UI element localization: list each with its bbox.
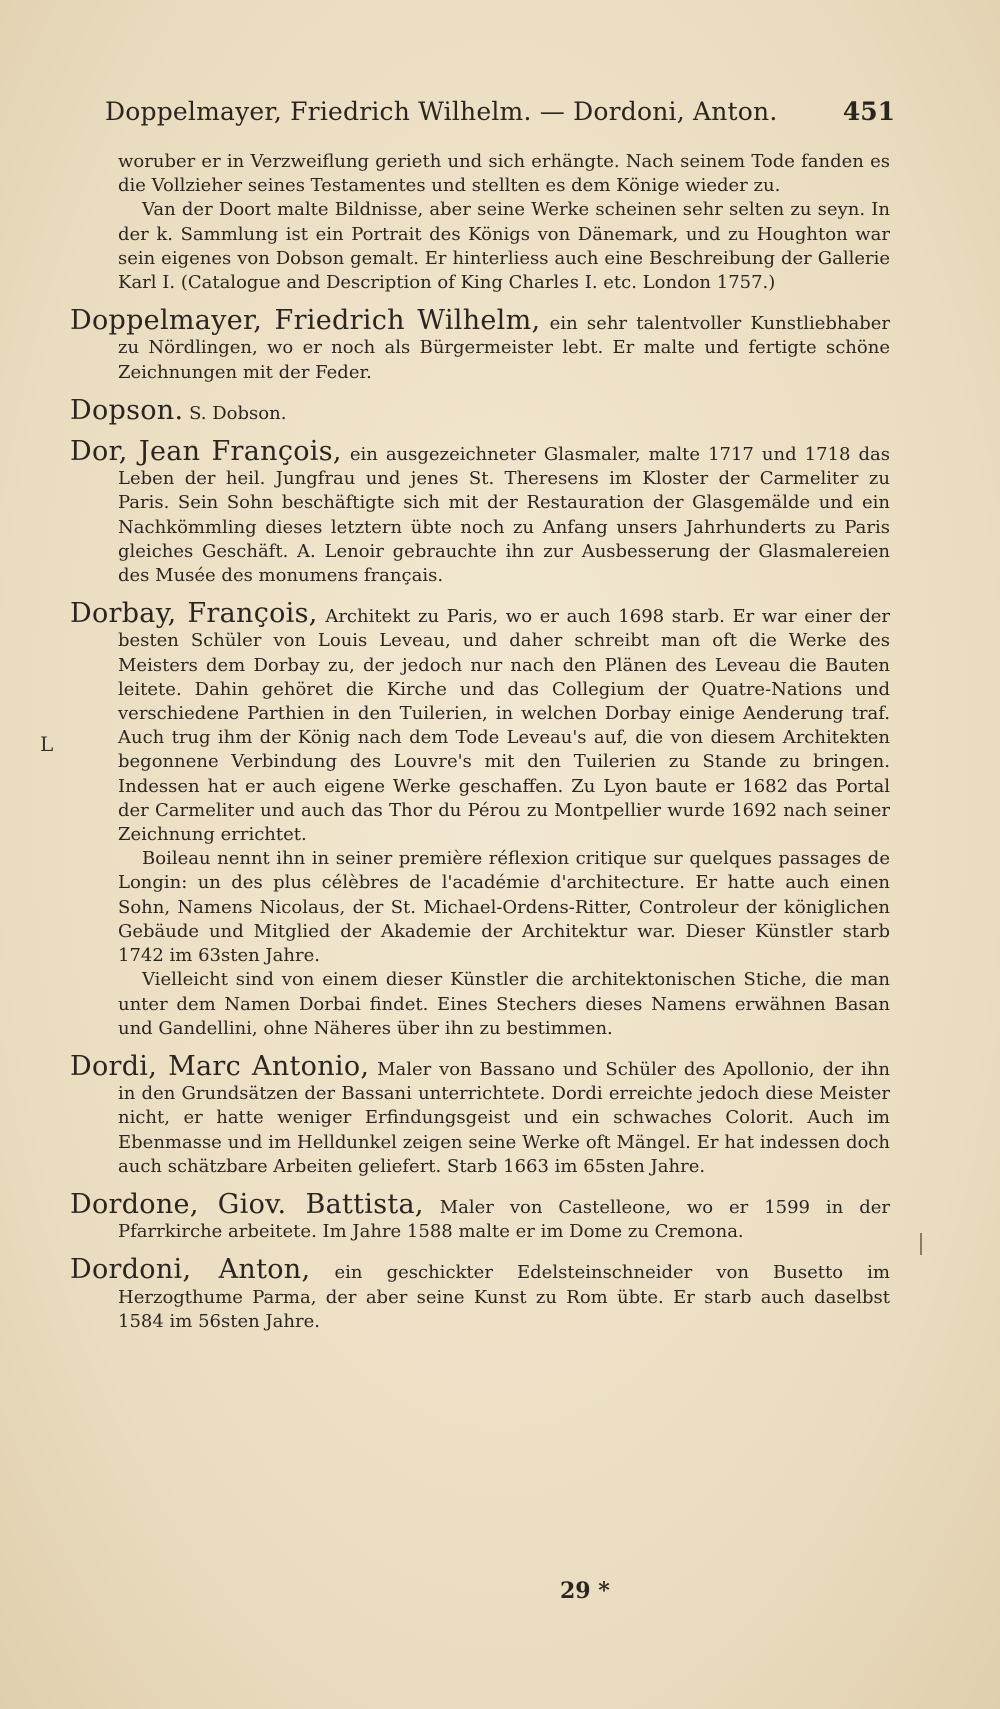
margin-mark: L — [40, 732, 54, 756]
entry-dopson — [70, 394, 890, 426]
entry-name: Dorbay, François, — [70, 598, 318, 630]
entry-dor — [70, 436, 890, 588]
entry-dordi — [70, 1050, 890, 1179]
entry-name: Dordoni, Anton, — [70, 1254, 311, 1286]
entry-name: Dordi, Marc Antonio, — [70, 1050, 370, 1082]
page-body — [70, 150, 890, 1334]
entry-text: ein ausgezeichneter Glasmaler, malte 1717 und 1718 das Leben der heil. Jungfrau und jenes St. Theresens im Kloster der Carmeliter zu Paris. Sein Sohn beschäftigte sich mit der Restauration der Glasgemälde und ein Nachkömmling dieses letztern übte noch zu Anfang unsers Jahrhunderts zu Paris gleiches Geschäft. A. Lenoir gebrauchte ihn zur Ausbesserung der Glasmalereien des Musée des monumens français. — [118, 444, 890, 587]
entry-dorbay-paragraph-2: Boileau nennt ihn in seiner première réflexion critique sur quelques passages de Longin: un des plus célèbres de l'académie d'architecture. Er hatte auch einen Sohn, Namens Nicolaus, der St. Michael-Ordens-Ritter, Controleur der königlichen Gebäude und Mitglied der Akademie der Architektur war. Dieser Künstler starb 1742 im 63sten Jahre. — [118, 848, 890, 967]
entry-dorbay-paragraph-3: Vielleicht sind von einem dieser Künstler die architektonischen Stiche, die man unter dem Namen Dorbai findet. Eines Stechers dieses Namens erwähnen Basan und Gandellini, ohne Näheres über ihn zu bestimmen. — [118, 969, 890, 1039]
entry-dordone — [70, 1188, 890, 1244]
entry-text: ein geschickter Edelsteinschneider von Busetto im Herzogthume Parma, der aber seine Kunst zu Rom übte. Er starb auch daselbst 1584 im 56sten Jahre. — [118, 1262, 890, 1332]
entry-dorbay — [70, 598, 890, 847]
entry-text: S. Dobson. — [189, 402, 287, 424]
signature-mark: 29 * — [560, 1578, 610, 1604]
intro-paragraph-continued: woruber er in Verzweiflung gerieth und sich erhängte. Nach seinem Tode fanden es die Vollzieher seines Testamentes und stellten es dem Könige wieder zu. — [118, 151, 890, 197]
entry-dordoni — [70, 1254, 890, 1334]
entry-text: Architekt zu Paris, wo er auch 1698 starb. Er war einer der besten Schüler von Louis Leveau, und daher schreibt man oft die Werke des Meisters dem Dorbay zu, der jedoch nur nach den Plänen des Leveau die Bauten leitete. Dahin gehöret die Kirche und das Collegium der Quatre-Nations und verschiedene Parthien in den Tuilerien, in welchen Dorbay einige Aenderung traf. Auch trug ihm der König nach dem Tode Leveau's auf, die von diesem Architekten begonnene Verbindung des Louvre's mit den Tuilerien zu Stande zu bringen. Indessen hat er auch eigene Werke geschaffen. Zu Lyon baute er 1682 das Portal der Carmeliter und auch das Thor du Pérou zu Montpellier wurde 1692 nach seiner Zeichnung errichtet. — [118, 606, 890, 846]
entry-text: Maler von Bassano und Schüler des Apollonio, der ihn in den Grundsätzen der Bassani unterrichtete. Dordi erreichte jedoch diese Meister nicht, er hatte weniger Erfindungsgeist und ein schwaches Colorit. Auch im Ebenmasse und im Helldunkel zeigen seine Werke oft Mängel. Er hat indessen doch auch schätzbare Arbeiten geliefert. Starb 1663 im 65sten Jahre. — [118, 1058, 890, 1177]
entry-name: Dor, Jean François, — [70, 436, 342, 468]
entry-text: ein sehr talentvoller Kunstliebhaber zu Nördlingen, wo er noch als Bürgermeister lebt. Er malte und fertigte schöne Zeichnungen mit der Feder. — [118, 313, 890, 383]
entry-doppelmayer — [70, 305, 890, 385]
header-title: Doppelmayer, Friedrich Wilhelm. — Dordoni, Anton. — [105, 97, 778, 126]
page-number: 451 — [842, 97, 895, 126]
entry-name: Doppelmayer, Friedrich Wilhelm, — [70, 305, 541, 337]
margin-stroke — [920, 1233, 922, 1255]
running-header — [105, 92, 895, 132]
entry-name: Dopson. — [70, 394, 184, 426]
intro-paragraph-van-der-doort: Van der Doort malte Bildnisse, aber seine Werke scheinen sehr selten zu seyn. In der k. Sammlung ist ein Portrait des Königs von Dänemark, und zu Houghton war sein eigenes von Dobson gemalt. Er hinterliess auch eine Beschreibung der Gallerie Karl I. (Catalogue and Description of King Charles I. etc. London 1757.) — [118, 199, 890, 294]
entry-text: Maler von Castelleone, wo er 1599 in der Pfarrkirche arbeitete. Im Jahre 1588 malte er im Dome zu Cremona. — [118, 1196, 890, 1243]
entry-name: Dordone, Giov. Battista, — [70, 1188, 424, 1220]
